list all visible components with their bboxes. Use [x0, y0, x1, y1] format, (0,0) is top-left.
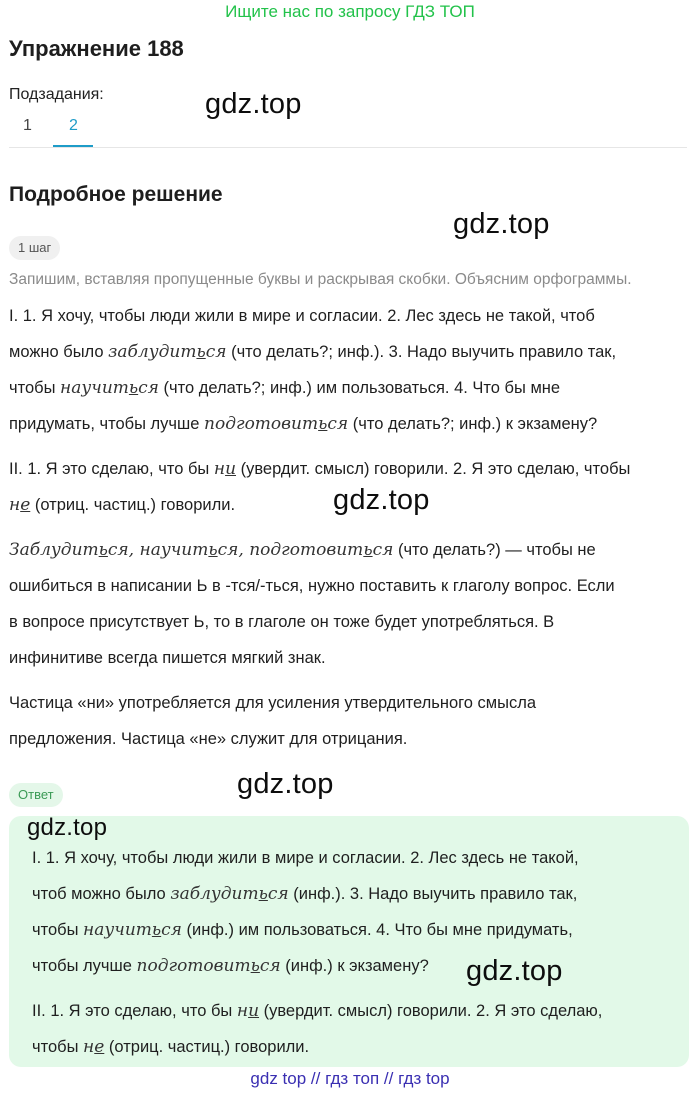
step-badge: 1 шаг [9, 236, 60, 260]
watermark: gdz.top [237, 768, 334, 800]
text-line: можно было заблудиться (что делать?; инф.). 3. Надо выучить правило так, [9, 342, 617, 362]
text-line: чтобы научиться (инф.) им пользоваться. 4. Что бы мне придумать, [32, 920, 573, 940]
text-line: I. 1. Я хочу, чтобы люди жили в мире и согласии. 2. Лес здесь не такой, чтоб [9, 307, 595, 325]
text-line: Заблудиться, научиться, подготовиться (что делать?) — чтобы не [9, 540, 596, 560]
watermark: gdz.top [27, 814, 108, 841]
subtask-tab-2[interactable]: 2 [69, 117, 78, 134]
subtask-tab-1[interactable]: 1 [23, 117, 32, 134]
text-line: Частица «ни» употребляется для усиления утвердительного смысла [9, 694, 537, 712]
solution-intro: Запишим, вставляя пропущенные буквы и раскрывая скобки. Объясним орфограммы. [9, 271, 632, 288]
solution-paragraph-3 [9, 532, 694, 676]
handwritten-word: заблудиться [170, 884, 289, 904]
text-line: II. 1. Я это сделаю, что бы ни (увердит. смысл) говорили. 2. Я это сделаю, чтобы [9, 459, 631, 479]
answer-box [9, 816, 689, 1067]
answer-badge: Ответ [9, 783, 63, 807]
top-banner[interactable]: Ищите нас по запросу ГДЗ ТОП [225, 2, 475, 21]
watermark: gdz.top [453, 208, 550, 240]
handwritten-words: Заблудиться, научиться, подготовиться [9, 540, 394, 560]
text-line: чтобы не (отриц. частиц.) говорили. [32, 1037, 310, 1057]
text-line: II. 1. Я это сделаю, что бы ни (увердит. смысл) говорили. 2. Я это сделаю, [32, 1001, 603, 1021]
text-line: чтобы научиться (что делать?; инф.) им пользоваться. 4. Что бы мне [9, 378, 561, 398]
handwritten-word: ни [236, 1001, 260, 1021]
answer-paragraph-2 [32, 993, 682, 1065]
handwritten-word: не [9, 495, 31, 515]
handwritten-word: научиться [60, 378, 159, 398]
subtasks-label: Подзадания: [9, 86, 104, 103]
answer-paragraph-1 [32, 840, 682, 984]
tabs-divider [9, 147, 687, 148]
watermark: gdz.top [466, 955, 563, 987]
handwritten-word: научиться [83, 920, 182, 940]
text-line: предложения. Частица «не» служит для отрицания. [9, 730, 408, 748]
text-line: чтобы лучше подготовиться (инф.) к экзамену? [32, 956, 429, 976]
page-title: Упражнение 188 [9, 36, 184, 61]
handwritten-word: подготовиться [204, 414, 349, 434]
watermark: gdz.top [205, 88, 302, 120]
bottom-banner[interactable]: gdz top // гдз топ // гдз top [250, 1069, 450, 1088]
watermark: gdz.top [333, 484, 430, 516]
handwritten-word: ни [213, 459, 237, 479]
handwritten-word: не [83, 1037, 105, 1057]
handwritten-word: заблудиться [108, 342, 227, 362]
text-line: инфинитиве всегда пишется мягкий знак. [9, 649, 326, 667]
handwritten-word: подготовиться [136, 956, 281, 976]
text-line: придумать, чтобы лучше подготовиться (что делать?; инф.) к экзамену? [9, 414, 598, 434]
text-line: I. 1. Я хочу, чтобы люди жили в мире и согласии. 2. Лес здесь не такой, [32, 849, 579, 867]
section-title: Подробное решение [9, 183, 223, 206]
text-line: ошибиться в написании Ь в -тся/-ться, нужно поставить к глаголу вопрос. Если [9, 577, 615, 595]
text-line: чтоб можно было заблудиться (инф.). 3. Надо выучить правило так, [32, 884, 578, 904]
text-line: в вопросе присутствует Ь, то в глаголе он тоже будет употребляться. В [9, 613, 555, 631]
solution-paragraph-1 [9, 298, 694, 442]
text-line: не (отриц. частиц.) говорили. [9, 495, 236, 515]
solution-paragraph-4 [9, 685, 694, 757]
